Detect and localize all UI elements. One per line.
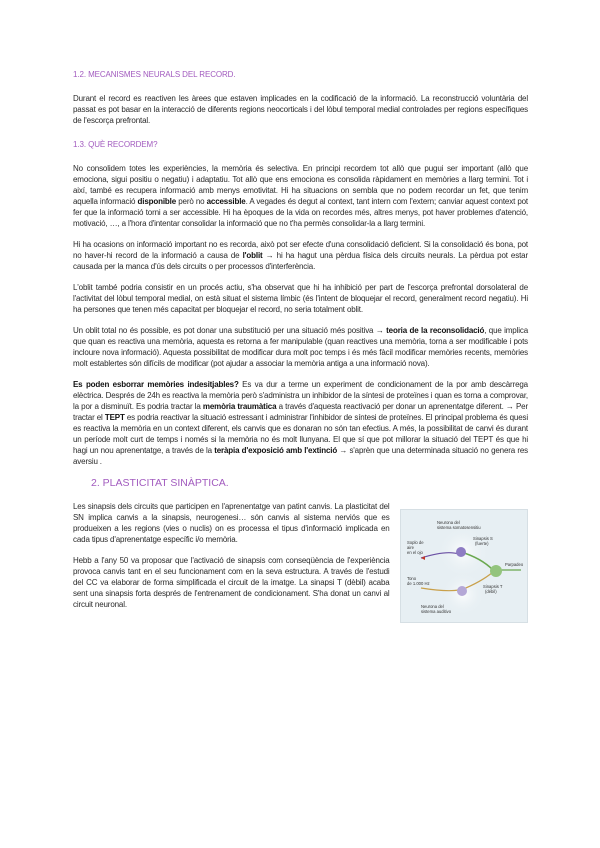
label-auditory: Neurona del sistema auditivo (420, 604, 451, 614)
paragraph: L'oblit també podria consistir en un procés actiu, s'ha observat que hi ha inhibició per part de l'escorça prefrontal dorsolateral de l'activitat del lòbul temporal medial, on està situat el sistema límbic (és l'intent de bloquejar el record, generalment record negatiu). Hi ha persones que tenen més capacitat per bloquejar el record, no seria totalment oblit. (73, 283, 528, 314)
label-soplo-3: en el ojo (406, 550, 423, 555)
label-tono-1: Tono (406, 576, 416, 581)
paragraph: Es poden esborrar memòries indesitjables? Es va dur a terme un experiment de condicionament de la por amb descàrrega elèctrica. Després de 24h es reactiva la memòria però s'administra un inhibidor de la síntesi de proteïnes i quan es torna a comprovar, la por a disminuït. Es podria tractar la memòria traumàtica a través d'aquesta reactivació per donar un aprenentatge diferent. → Per tractar el TEPT es podria reactivar la situació estressant i administrar l'inhibidor de síntesi de proteïnes. El principal problema és quesi es reactiva la memòria en un context diferent, els canvis que es donaran no són tan efectius. A més, la possibilitat de canvi és durant un període molt curt de temps i només si la memòria no és molt llunyana. El que sí que pot millorar la situació del TEPT és que hi hagi un nou aprenentatge, a través de la teràpia d'exposició amb l'extinció → s'aprèn que una determinada situació no genera res aversiu . (73, 380, 528, 466)
circuit-diagram (401, 510, 528, 622)
label-synapse-s-2: (fuerte) (474, 541, 489, 546)
section-2-body (73, 501, 528, 623)
arrow-icon (421, 556, 425, 560)
heading-1-2: 1.2. MECANISMES NEURALS DEL RECORD. (73, 70, 236, 79)
heading-2: 2. PLASTICITAT SINÀPTICA. (91, 477, 229, 489)
label-somato: Neurona del sistema somatosensitiu (436, 520, 481, 530)
auditory-neuron (457, 586, 467, 596)
label-synapse-t-1: Sinapsis T (482, 584, 503, 589)
label-soplo-1: Soplo de (406, 540, 424, 545)
paragraph: No consolidem totes les experiències, la memòria és selectiva. En principi recordem tot allò que pugui ser important (allò que emociona, sigui positiu o negatiu) i adaptatiu. Tot allò que ens emociona es consolida ràpidament en memòries a llarg termini. Tot i així, també es recupera informació amb menys emotivitat. Hi ha situacions on sembla que no podem recordar un fet, que tenim aquella informació disponible però no accessible. A vegades és degut al context, tant intern com l'extern; canviar aquest context pot fer que la informació torni a ser accessible. Hi ha èpoques de la vida on recordes més, altres menys, pot haver problemes d'atenció, motivació, …, a l'hora d'intentar consolidar la informació que no t'ha permès consolidar-la a llarg termini. (73, 164, 528, 228)
label-parpadeo: Parpadeo (504, 562, 523, 567)
paragraph: Les sinapsis dels circuits que participen en l'aprenentatge van patint canvis. La plasticitat del SN implica canvis a la sinapsis, neurogenesi… són canvis al sistema nerviós que es produeixen a les regions (vies o nuclis) on es processa el tipus d'informació implicada en cada tipus d'aprenentatge específic i/o memòria. (73, 502, 390, 544)
section-2-text (73, 501, 390, 623)
label-synapse-s-1: Sinapsis S (472, 536, 493, 541)
motor-neuron (490, 565, 502, 577)
paragraph: Hebb a l'any 50 va proposar que l'activació de sinapsis com conseqüència de l'experiència provoca canvis tant en el seu funcionament com en la seva estructura. A través de l'estudi del CC va elaborar de forma simplificada el circuit de la imatge. La sinapsi T (dèbil) acaba sent una sinapsis forta després de l'entrenament de condicionament. S'ha donat un canvi al circuit neuronal. (73, 556, 390, 609)
label-tono-2: de 1.000 Hz (406, 581, 430, 586)
hebb-circuit-figure (400, 509, 528, 623)
heading-1-3: 1.3. QUÈ RECORDEM? (73, 140, 158, 149)
label-soplo-2: aire (406, 545, 414, 550)
paragraph: Un oblit total no és possible, es pot donar una substitució per una situació més positiva → teoria de la reconsolidació, que implica que quan es reactiva una memòria, aquesta es retorna a fer manipulable (quan reactives una memòria, torna a ser modificable i pots incloure nova informació). Aquesta possibilitat de modificar dura molt poc temps i és més fàcil modificar memòries recents, memòries molt establertes són difícils de modificar (pot ajudar a associar la memòria antiga a una informació nova). (73, 326, 529, 368)
somato-neuron (456, 547, 466, 557)
paragraph: Durant el record es reactiven les àrees que estaven implicades en la codificació de la informació. La reconstrucció voluntària del passat es pot basar en la interacció de diferents regions neocorticals i del lòbul temporal medial controlades per regions específiques de l'escorça prefrontal. (73, 94, 528, 125)
document-page (73, 70, 528, 623)
paragraph: Hi ha ocasions on informació important no es recorda, això pot ser efecte d'una consolidació deficient. Si la consolidació és bona, pot no haver-hi record de la informació a causa de l'oblit → hi ha hagut una pèrdua física dels circuits neurals. La pèrdua pot estar causada per la manca d'ús dels circuits o per processos d'interferència. (73, 240, 528, 271)
label-synapse-t-2: (débil) (484, 589, 497, 594)
